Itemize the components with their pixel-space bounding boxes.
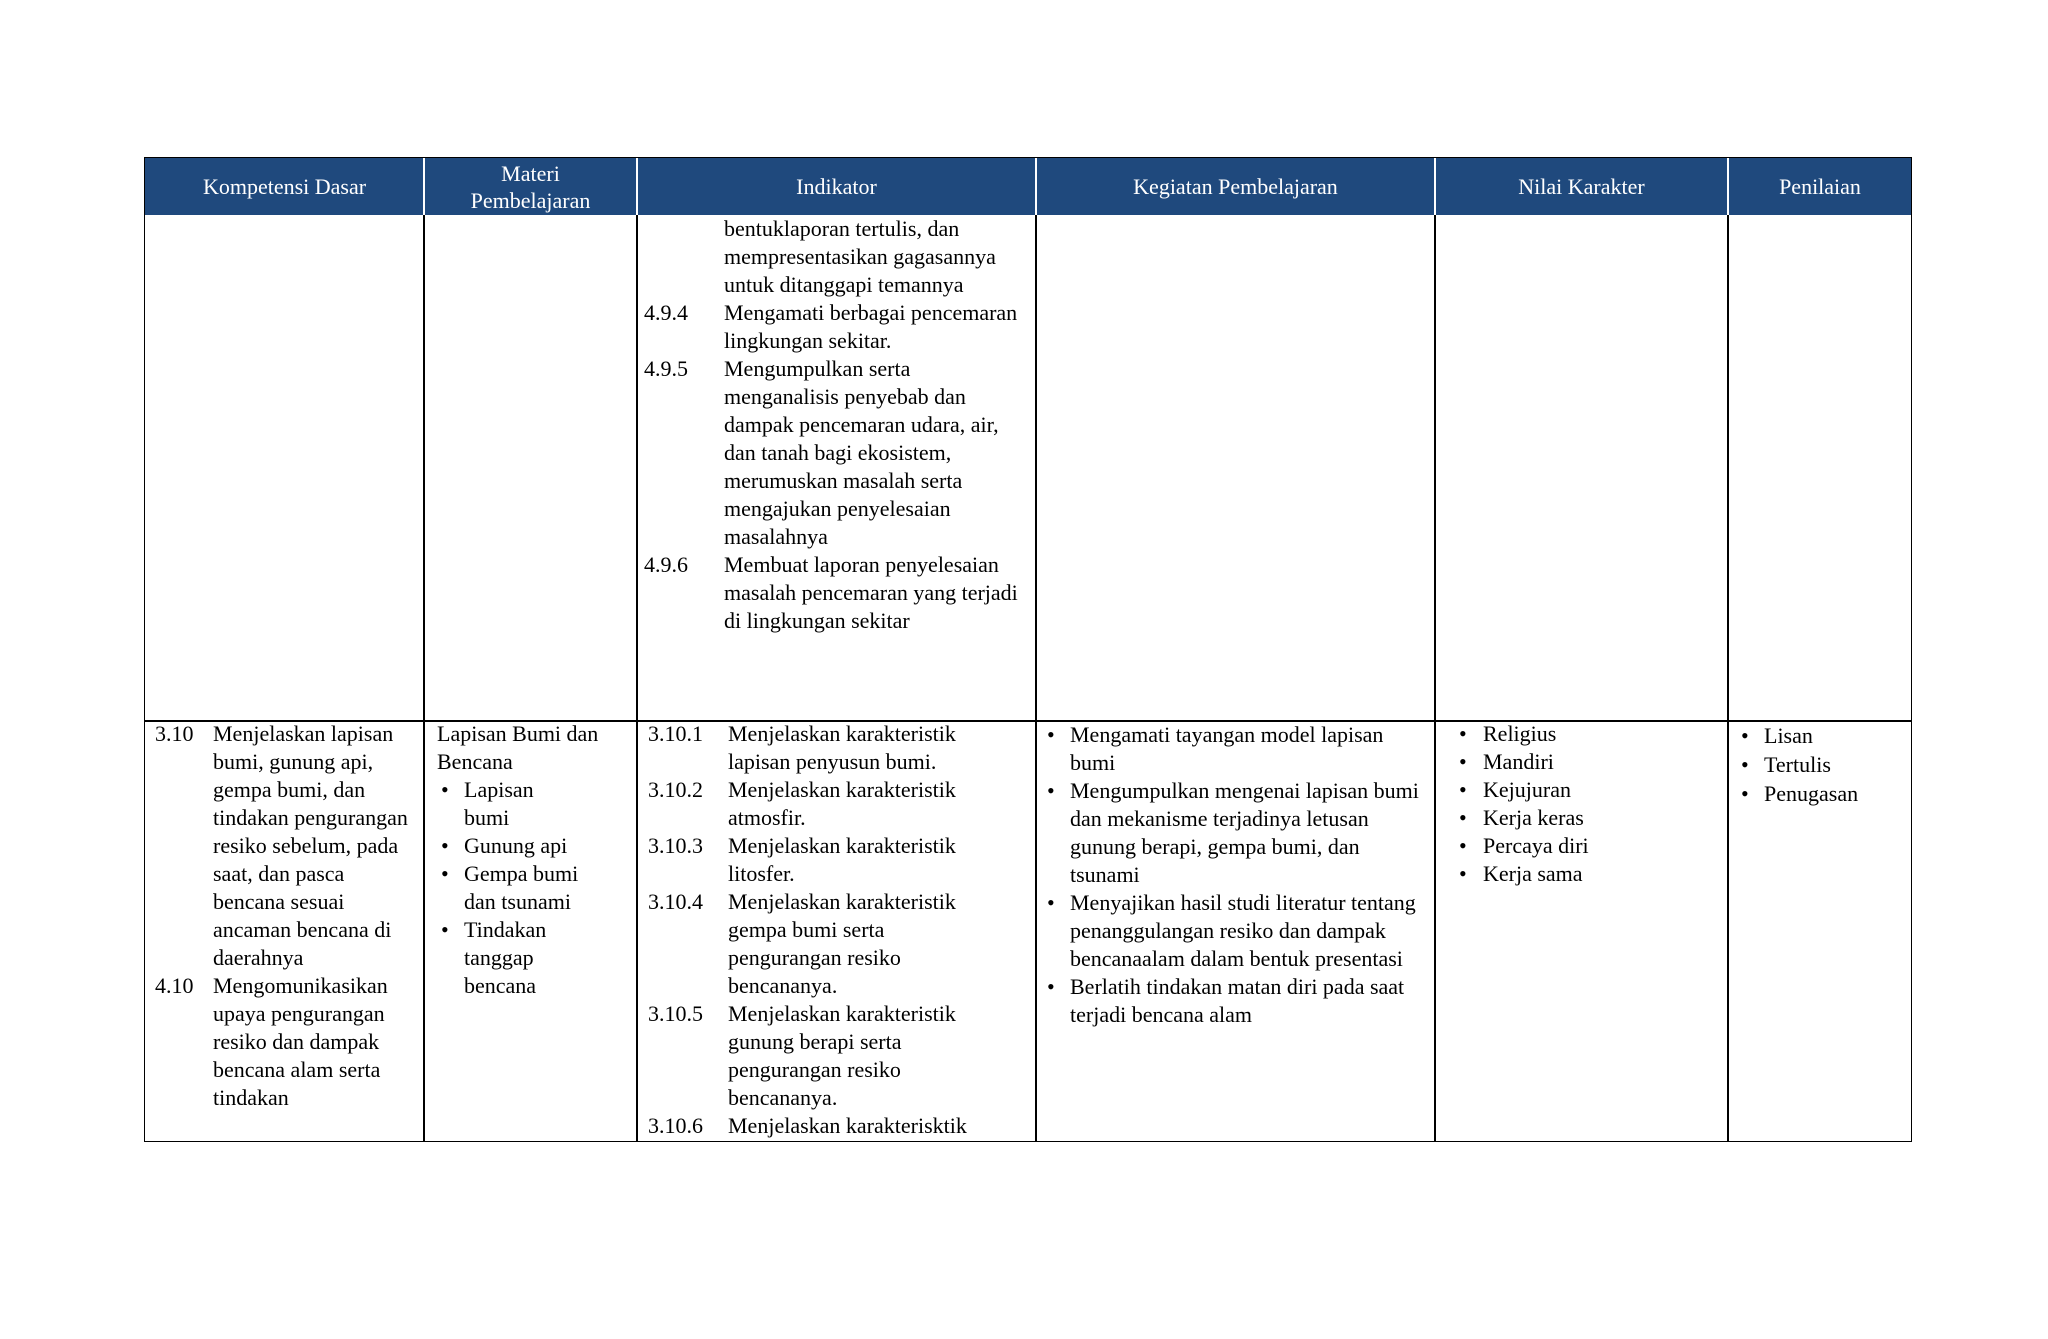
indikator-text: Menjelaskan karakteristik atmosfir.: [728, 777, 956, 830]
header-penilaian: Penilaian: [1779, 174, 1861, 199]
nilai-item: • Kerja sama: [1453, 860, 1723, 888]
kd-number: 3.10: [155, 721, 194, 746]
column-divider: [1434, 158, 1436, 1141]
indikator-item: [644, 355, 1032, 551]
kegiatan-list: [1043, 721, 1428, 1029]
header-materi-pembelajaran: Materi Pembelajaran: [470, 160, 591, 213]
nilai-item: • Mandiri: [1453, 748, 1723, 776]
indikator-item: [648, 1112, 1032, 1140]
materi-item: • Gempa bumi dan tsunami: [437, 860, 584, 916]
nilai-item: • Kejujuran: [1453, 776, 1723, 804]
column-divider: [1035, 158, 1037, 1141]
kegiatan-item: • Menyajikan hasil studi literatur tentang penanggulangan resiko dan dampak bencanaalam dalam bentuk presentasi: [1043, 889, 1428, 973]
kd-item: [155, 720, 421, 972]
indikator-item: [644, 299, 1032, 355]
header-divider: [1727, 158, 1729, 215]
indikator-item: [648, 1000, 1032, 1112]
header-divider: [1035, 158, 1037, 215]
header-divider: [423, 158, 425, 215]
row2-kegiatan-cell: [1043, 721, 1428, 1029]
indikator-item: [648, 720, 1032, 776]
kd-item: [155, 972, 421, 1112]
indikator-number: 3.10.5: [648, 1001, 703, 1026]
indikator-number: 3.10.1: [648, 721, 703, 746]
nilai-list: [1453, 720, 1723, 888]
materi-item: • Lapisan bumi: [437, 776, 584, 832]
row2-penilaian-cell: [1737, 721, 1907, 808]
indikator-text: Menjelaskan karakteristik gempa bumi serta pengurangan resiko bencananya.: [728, 889, 956, 998]
header-nilai-karakter: Nilai Karakter: [1518, 174, 1645, 199]
materi-title: Lapisan Bumi dan Bencana: [437, 721, 599, 774]
column-divider: [1727, 158, 1729, 1141]
rpp-table: [144, 157, 1912, 1142]
indikator-number: 4.9.4: [644, 300, 688, 325]
row2-nilai-karakter-cell: [1453, 720, 1723, 888]
indikator-text: Mengamati berbagai pencemaran lingkungan sekitar.: [724, 300, 1018, 353]
indikator-text: Menjelaskan karakteristik gunung berapi serta pengurangan resiko bencananya.: [728, 1001, 956, 1110]
column-divider: [423, 158, 425, 1141]
indikator-item: [648, 888, 1032, 1000]
indikator-text: Menjelaskan karakteristik litosfer.: [728, 833, 956, 886]
materi-item: • Gunung api: [437, 832, 584, 860]
indikator-number: 3.10.4: [648, 889, 703, 914]
header-kegiatan-pembelajaran: Kegiatan Pembelajaran: [1133, 174, 1338, 199]
kegiatan-item: • Berlatih tindakan matan diri pada saat terjadi bencana alam: [1043, 973, 1428, 1029]
penilaian-item: • Tertulis: [1737, 750, 1907, 779]
penilaian-item: • Lisan: [1737, 721, 1907, 750]
row1-indikator-cell: [644, 215, 1032, 635]
indikator-text: Mengumpulkan serta menganalisis penyebab dan dampak pencemaran udara, air, dan tanah bagi ekosistem, merumuskan masalah serta mengajukan penyelesaian masalahnya: [724, 356, 999, 549]
indikator-item: [644, 551, 1032, 635]
table-header: [145, 158, 1911, 215]
indikator-text: Membuat laporan penyelesaian masalah pencemaran yang terjadi di lingkungan sekitar: [724, 552, 1018, 633]
kegiatan-item: • Mengumpulkan mengenai lapisan bumi dan mekanisme terjadinya letusan gunung berapi, gempa bumi, dan tsunami: [1043, 777, 1428, 889]
nilai-item: • Kerja keras: [1453, 804, 1723, 832]
indikator-number: 3.10.6: [648, 1113, 703, 1138]
header-divider: [636, 158, 638, 215]
header-kompetensi-dasar: Kompetensi Dasar: [202, 174, 367, 199]
nilai-item: • Percaya diri: [1453, 832, 1723, 860]
header-indikator: Indikator: [796, 174, 877, 199]
penilaian-item: • Penugasan: [1737, 779, 1907, 808]
kd-text: Menjelaskan lapisan bumi, gunung api, gempa bumi, dan tindakan pengurangan resiko sebelum, pada saat, dan pasca bencana sesuai ancaman bencana di daerahnya: [213, 721, 408, 970]
row2-kompetensi-dasar-cell: [155, 720, 421, 1112]
indikator-continuation: bentuklaporan tertulis, dan mempresentasikan gagasannya untuk ditanggapi temannya: [724, 216, 996, 297]
row2-materi-cell: [437, 720, 627, 1000]
row2-indikator-cell: [648, 720, 1032, 1140]
indikator-item: [648, 832, 1032, 888]
penilaian-list: [1737, 721, 1907, 808]
kd-text: Mengomunikasikan upaya pengurangan resiko dan dampak bencana alam serta tindakan: [213, 973, 388, 1110]
indikator-item: [648, 776, 1032, 832]
indikator-text: Menjelaskan karakterisktik: [728, 1113, 967, 1138]
materi-list: [437, 776, 627, 1000]
indikator-number: 4.9.5: [644, 356, 688, 381]
nilai-item: • Religius: [1453, 720, 1723, 748]
materi-item: • Tindakan tanggap bencana: [437, 916, 584, 1000]
indikator-number: 3.10.2: [648, 777, 703, 802]
indikator-number: 3.10.3: [648, 833, 703, 858]
kd-number: 4.10: [155, 973, 194, 998]
indikator-text: Menjelaskan karakteristik lapisan penyusun bumi.: [728, 721, 956, 774]
kegiatan-item: • Mengamati tayangan model lapisan bumi: [1043, 721, 1428, 777]
header-divider: [1434, 158, 1436, 215]
indikator-number: 4.9.6: [644, 552, 688, 577]
column-divider: [636, 158, 638, 1141]
